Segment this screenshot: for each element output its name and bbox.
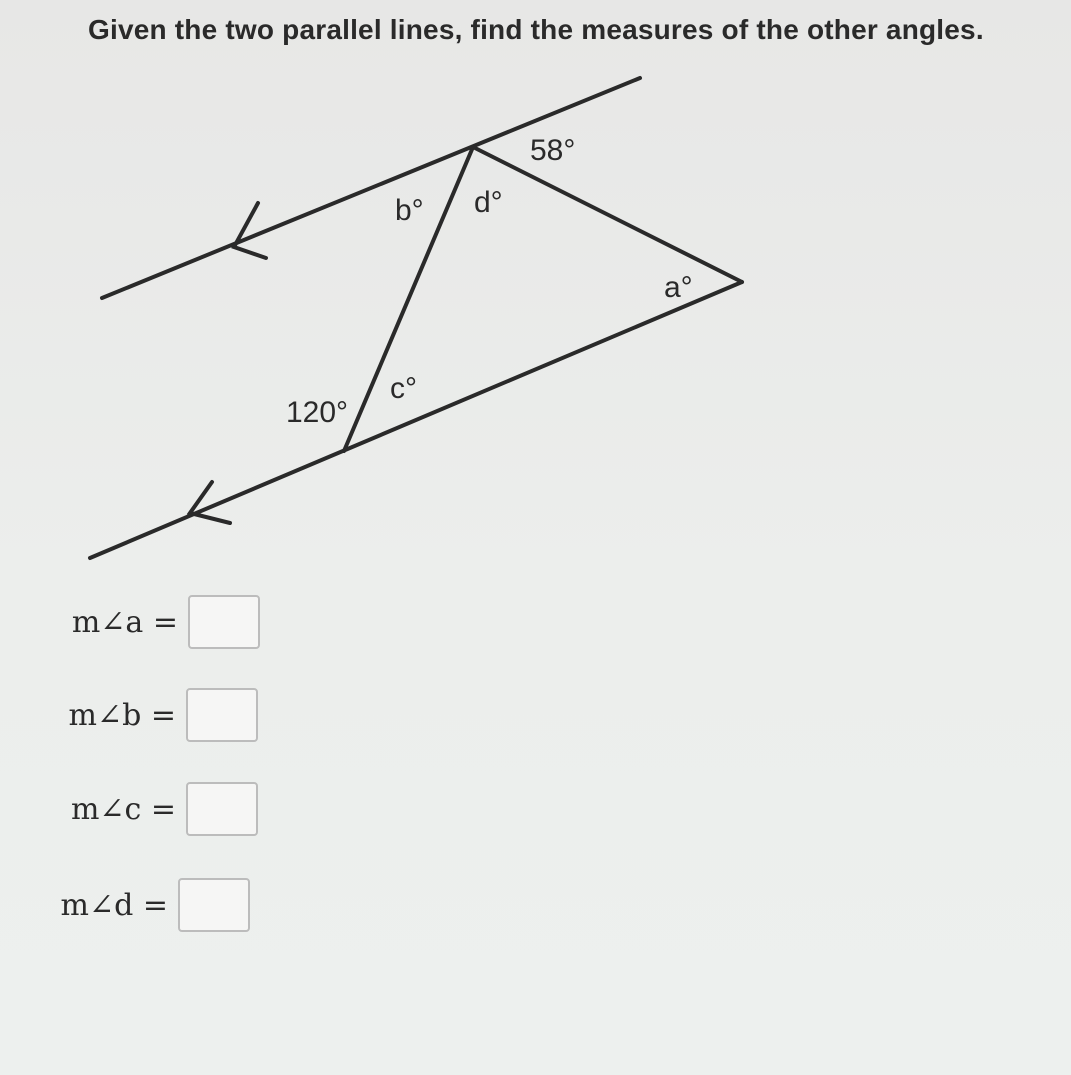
answer-label-d: m∠d = xyxy=(60,887,168,923)
answer-row-d xyxy=(50,878,250,932)
answer-input-b[interactable] xyxy=(186,688,258,742)
answer-input-d[interactable] xyxy=(178,878,250,932)
triangle-side xyxy=(473,147,742,282)
angle-label-c: c° xyxy=(390,372,417,405)
angle-label-given-120: 120° xyxy=(286,396,349,429)
angle-label-d: d° xyxy=(474,186,503,219)
answer-label-a: m∠a = xyxy=(71,604,178,640)
answer-input-c[interactable] xyxy=(186,782,258,836)
answer-label-b: m∠b = xyxy=(68,697,176,733)
parallel-line-top xyxy=(102,78,640,298)
parallel-line-bottom xyxy=(90,282,742,558)
answer-row-a xyxy=(60,595,260,649)
angle-label-b: b° xyxy=(395,194,424,227)
answer-input-a[interactable] xyxy=(188,595,260,649)
angle-label-given-58: 58° xyxy=(530,134,576,167)
answer-row-c xyxy=(58,782,258,836)
parallel-arrow-top xyxy=(234,203,266,258)
answer-label-c: m∠c = xyxy=(70,791,176,827)
angle-label-a: a° xyxy=(664,271,693,304)
answer-row-b xyxy=(58,688,258,742)
question-prompt: Given the two parallel lines, find the measures of the other angles. xyxy=(88,14,984,45)
